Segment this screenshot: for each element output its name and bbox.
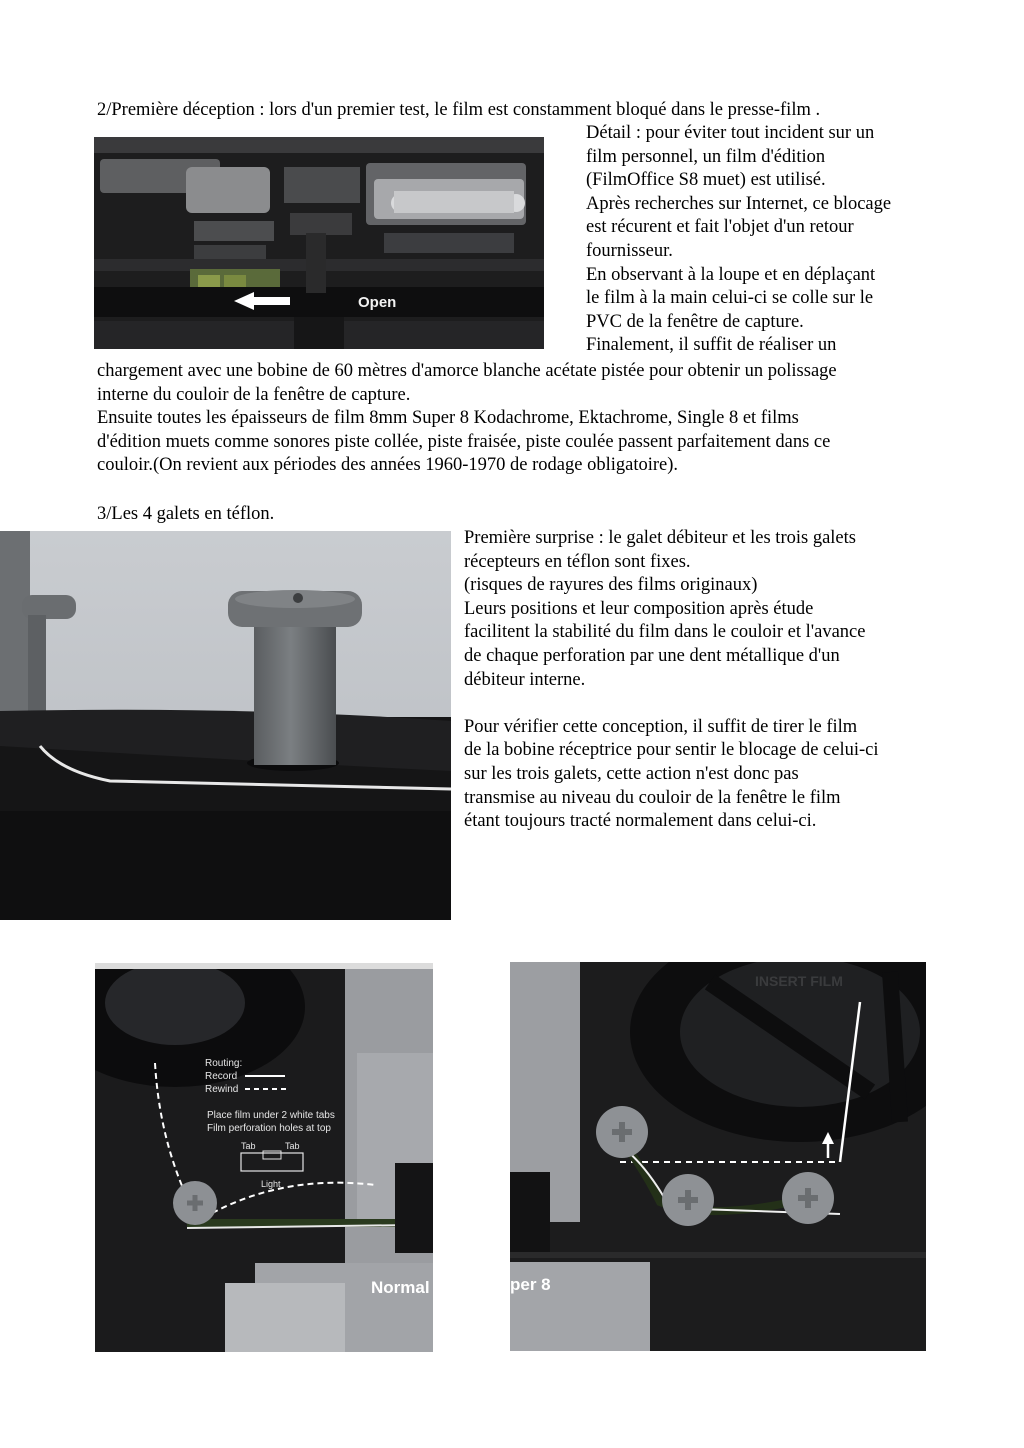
instruction-2: Film perforation holes at top [207,1123,331,1134]
section2-side-text: Détail : pour éviter tout incident sur un film personnel, un film d'édition (FilmOffice S8 muet) est utilisé. Après recherches sur Internet, ce blocage est récurent et fait l'objet d'un retour fournisseur. En observant à la loupe et en déplaçant le film à la main celui-ci se colle sur le PVC de la fenêtre de capture. Finalement, il suffit de réaliser un [586,123,892,356]
routing-title: Routing: [205,1058,243,1069]
instruction-1: Place film under 2 white tabs [207,1110,335,1121]
section2-full-text: chargement avec une bobine de 60 mètres d'amorce blanche acétate pistée pour obtenir un polissage interne du couloir de la fenêtre de capture. Ensuite toutes les épaisseurs de film 8mm Super 8 Kodachrome, Ektachrome, Single 8 et films d'édition muets comme sonores piste collée, piste fraisée, piste coulée passent parfaitement dans ce couloir.(On revient aux périodes des années 1960-1970 de rodage obligatoire). [97,361,837,476]
tab-label: Tab [241,1141,256,1151]
section2-heading: 2/Première déception : lors d'un premier test, le film est constamment bloqué dans le presse-film . [97,100,821,120]
rewind-label: Rewind [205,1084,239,1095]
photo-teflon-roller [0,531,451,920]
light-label: Light [261,1179,281,1189]
mode-label-normal: Normal [371,1278,430,1297]
photo-three-rollers [510,962,926,1351]
record-label: Record [205,1071,238,1082]
section3-heading: 3/Les 4 galets en téflon. [97,504,275,524]
photo-film-routing [95,963,433,1352]
tab-label-2: Tab [285,1141,300,1151]
photo-film-gate [94,137,544,349]
reel-text: INSERT FILM [755,973,843,989]
open-label: Open [358,294,397,311]
mode-label-super8: per 8 [510,1275,551,1294]
section3-side-text: Première surprise : le galet débiteur et les trois galets récepteurs en téflon sont fixes. (risques de rayures des films originaux) Leurs positions et leur composition après étude facilitent la stabilité du film dans le couloir et l'avance de chaque perforation par une dent métallique d'un débiteur interne. Pour vérifier cette conception, il suffit de tirer le film de la bobine réceptrice pour sentir le blocage de celui-ci sur les trois galets, cette action n'est donc pas transmise au niveau du couloir de la fenêtre le film étant toujours tracté normalement dans celui-ci. [464,528,879,832]
